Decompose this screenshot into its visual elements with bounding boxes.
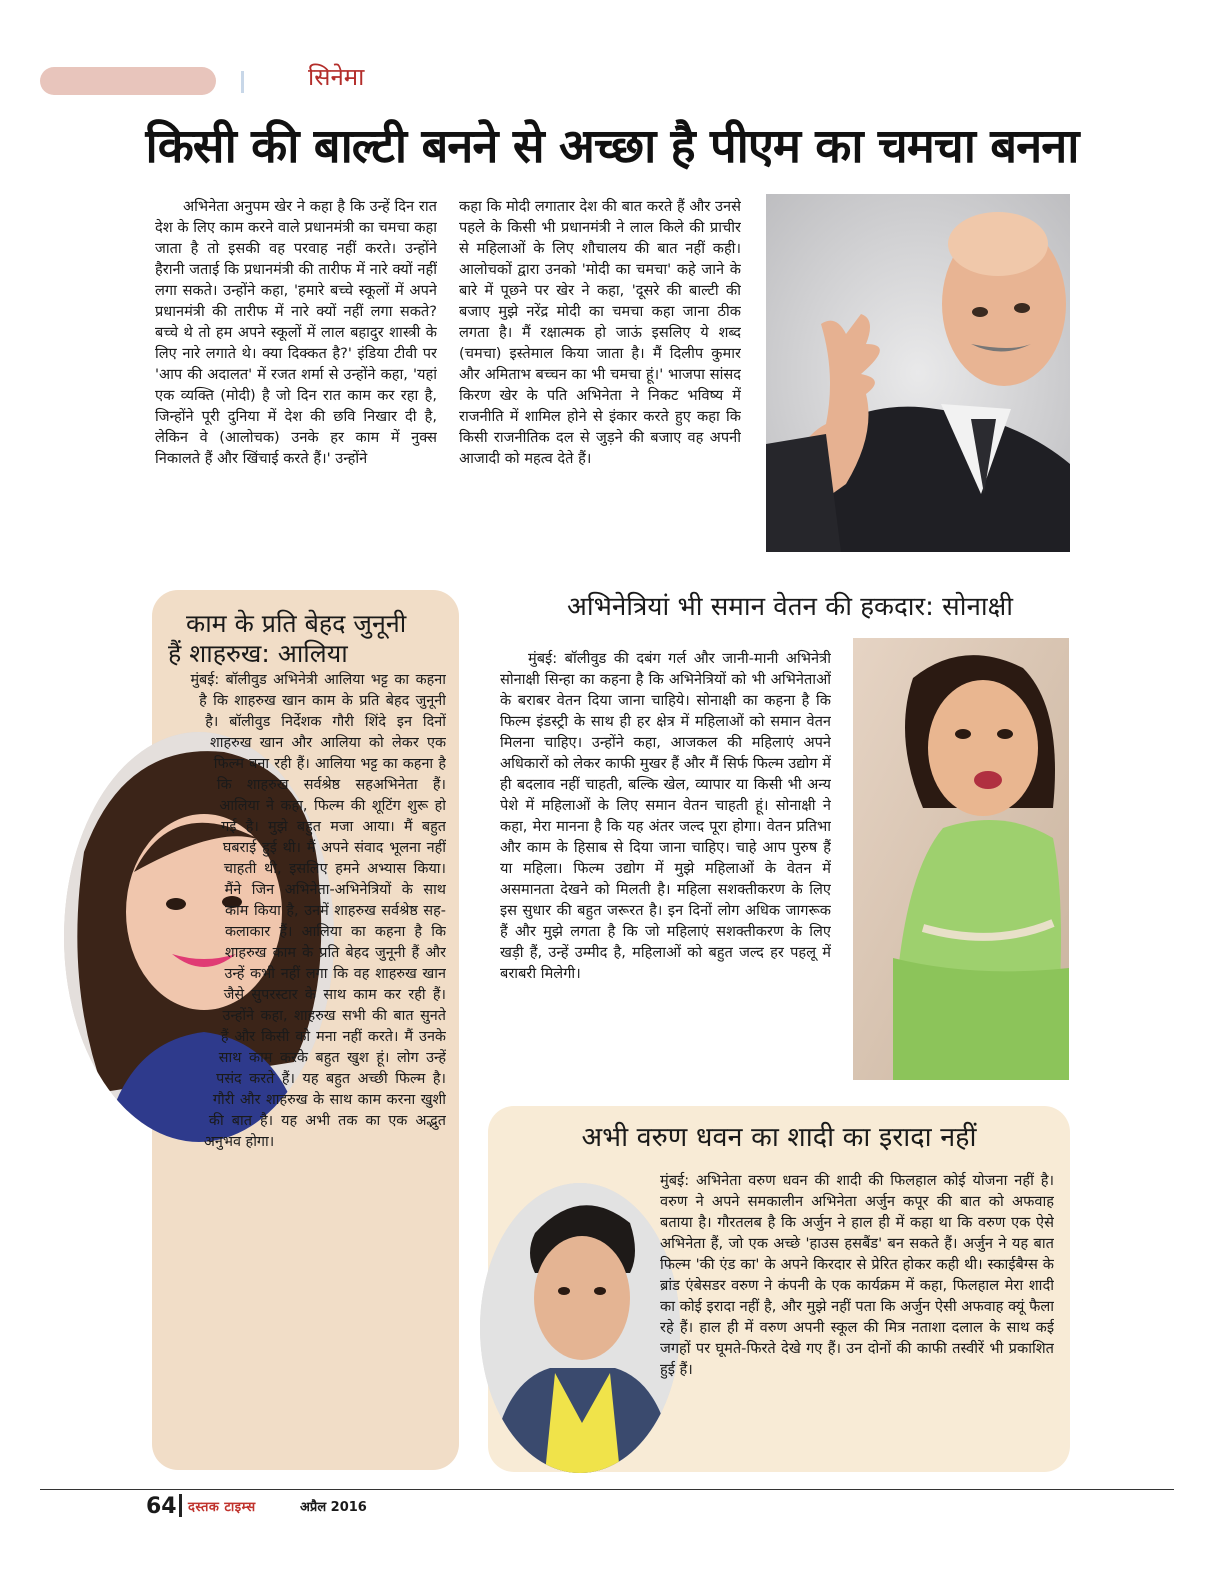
section-pill (40, 67, 216, 95)
varun-illustration (480, 1183, 680, 1473)
page-number: 64 (146, 1494, 177, 1519)
section-divider (241, 71, 244, 93)
alia-story-title (168, 609, 448, 669)
magazine-brand: दस्तक टाइम्स (188, 1500, 256, 1515)
varun-story-body (660, 1170, 1054, 1460)
alia-story-body (168, 670, 446, 1460)
headline: किसी की बाल्टी बनने से अच्छा है पीएम का चमचा बनना (145, 119, 1079, 174)
varun-story-text: मुंबई: अभिनेता वरुण धवन की शादी की फिलहाल कोई योजना नहीं है। वरुण ने अपने समकालीन अभिनेता अर्जुन कपूर की बात को अफवाह बताया है। गौरतलब है कि अर्जुन ने हाल ही में कहा था कि वरुण एक ऐसे अभिनेता हैं, जो एक अच्छे 'हाउस हसबैंड' बन सकते हैं। अर्जुन ने यह बात फिल्म 'की एंड का' के अपने किरदार से प्रेरित होकर कही थी। स्काईबैग्स के ब्रांड एंबेसडर वरुण ने कंपनी के एक कार्यक्रम में कहा, फिलहाल मेरा शादी का कोई इरादा नहीं है, और मुझे नहीं पता कि अर्जुन ऐसी अफवाह क्यूं फैला रहे हैं। हाल ही में वरुण अपनी स्कूल की मित्र नताशा दलाल के साथ कई जगहों पर घूमते-फिरते देखे गए हैं। उन दोनों की काफी तस्वीरें भी प्रकाशित हुई हैं। (660, 1172, 1054, 1378)
main-article-col1 (155, 196, 437, 556)
alia-story-text: मुंबई: बॉलीवुड अभिनेत्री आलिया भट्ट का कहना है कि शाहरुख खान काम के प्रति बेहद जुनूनी है। बॉलीवुड निर्देशक गौरी शिंदे इन दिनों शाहरुख खान और आलिया को लेकर एक फिल्म बना रही हैं। आलिया भट्ट का कहना है कि शाहरुख सर्वश्रेष्ठ सहअभिनेता हैं। आलिया ने कहा, फिल्म की शूटिंग शुरू हो गई है। मुझे बहुत मजा आया। मैं बहुत घबराई हुई थी। मैं अपने संवाद भूलना नहीं चाहती थी, इसलिए हमने अभ्यास किया। मैंने जिन अभिनेता-अभिनेत्रियों के साथ काम किया है, उनमें शाहरुख सर्वश्रेष्ठ सह-कलाकार हैं। आलिया का कहना है कि शाहरुख काम के प्रति बेहद जुनूनी हैं और उन्हें कभी नहीं लगा कि वह शाहरुख खान जैसे सुपरस्टार के साथ काम कर रही हैं। उन्होंने कहा, शाहरुख सभी की बात सुनते हैं और किसी को मना नहीं करते। मैं उनके साथ काम करके बहुत खुश हूं। लोग उन्हें पसंद करते हैं। यह बहुत अच्छी फिल्म है। गौरी और शाहरुख के साथ काम करना खुशी की बात है। यह अभी तक का एक अद्भुत अनुभव होगा। (190, 672, 446, 1150)
varun-story-title: अभी वरुण धवन का शादी का इरादा नहीं (581, 1122, 977, 1153)
sonakshi-illustration (853, 638, 1069, 1080)
alia-title-line1: काम के प्रति बेहद जुनूनी (186, 609, 407, 638)
footer-divider (179, 1494, 182, 1517)
section-label: सिनेमा (308, 63, 365, 91)
alia-title-line2: हैं शाहरुख: आलिया (168, 639, 348, 668)
anupam-kher-illustration (766, 194, 1070, 552)
sonakshi-photo (853, 638, 1069, 1080)
main-article-col2-text: कहा कि मोदी लगातार देश की बात करते हैं और उनसे पहले के किसी भी प्रधानमंत्री ने लाल किले की प्राचीर से महिलाओं के लिए शौचालय की बात नहीं कही। आलोचकों द्वारा उनको 'मोदी का चमचा' कहे जाने के बारे में पूछने पर खेर ने कहा, 'दूसरे की बाल्टी की बजाए मुझे नरेंद्र मोदी का चमचा कहा जाना ठीक लगता है। मैं रक्षात्मक हो जाऊं इसलिए ये शब्द (चमचा) इस्तेमाल किया जाता है। मैं दिलीप कुमार और अमिताभ बच्चन का भी चमचा हूं।' भाजपा सांसद किरण खेर के पति अभिनेता ने निकट भविष्य में राजनीति में शामिल होने से इंकार करते हुए कहा कि किसी राजनीतिक दल से जुड़ने की बजाए वह अपनी आजादी को महत्व देते हैं। (459, 198, 741, 467)
varun-photo (480, 1183, 680, 1473)
footer-rule (40, 1489, 1174, 1490)
main-article-col2 (459, 196, 741, 556)
main-article-col1-text: अभिनेता अनुपम खेर ने कहा है कि उन्हें दिन रात देश के लिए काम करने वाले प्रधानमंत्री का चमचा कहा जाता है तो इसकी वह परवाह नहीं करते। उन्होंने हैरानी जताई कि प्रधानमंत्री की तारीफ में नारे क्यों नहीं लगा सकते। उन्होंने कहा, 'हमारे बच्चे स्कूलों में अपने प्रधानमंत्री की तारीफ में नारे क्यों नहीं लगा सकते? बच्चे थे तो हम अपने स्कूलों में लाल बहादुर शास्त्री के लिए नारे लगाते थे। क्या दिक्कत है?' इंडिया टीवी पर 'आप की अदालत' में रजत शर्मा से उन्होंने कहा, 'यहां एक व्यक्ति (मोदी) है जो दिन रात काम कर रहा है, जिन्होंने पूरी दुनिया में देश की छवि निखार दी है, लेकिन वे (आलोचक) उनके हर काम में नुक्स निकालते हैं और खिंचाई करते हैं।' उन्होंने (155, 198, 437, 467)
sonakshi-story-text: मुंबई: बॉलीवुड की दबंग गर्ल और जानी-मानी अभिनेत्री सोनाक्षी सिन्हा का कहना है कि अभिनेत्रियों को भी अभिनेताओं के बराबर वेतन दिया जाना चाहिये। सोनाक्षी का कहना है कि फिल्म इंडस्ट्री के साथ ही हर क्षेत्र में महिलाओं को समान वेतन मिलना चाहिए। उन्होंने कहा, आजकल की महिलाएं अपने अधिकारों को लेकर काफी मुखर हैं और मैं सिर्फ फिल्म उद्योग में ही बदलाव नहीं चाहती, बल्कि खेल, व्यापार या किसी भी अन्य पेशे में महिलाओं के लिए समान वेतन चाहती हूं। सोनाक्षी ने कहा, मेरा मानना है कि यह अंतर जल्द पूरा होगा। वेतन प्रतिभा और काम के हिसाब से दिया जाना चाहिए। चाहे आप पुरुष हैं या महिला। फिल्म उद्योग में मुझे महिलाओं के वेतन में असमानता देखने को मिलती है। महिला सशक्तीकरण के लिए इस सुधार की बहुत जरूरत है। इन दिनों लोग अधिक जागरूक हैं और मुझे लगता है कि जो महिलाएं सशक्तीकरण के लिए खड़ी हैं, उन्हें उम्मीद है, महिलाओं को बहुत जल्द हर पहलू में बराबरी मिलेगी। (500, 650, 831, 982)
sonakshi-story-body (500, 648, 831, 1078)
issue-month: अप्रैल 2016 (300, 1500, 367, 1515)
sonakshi-story-title: अभिनेत्रियां भी समान वेतन की हकदार: सोनाक्षी (566, 592, 1014, 622)
anupam-kher-photo (766, 194, 1070, 552)
